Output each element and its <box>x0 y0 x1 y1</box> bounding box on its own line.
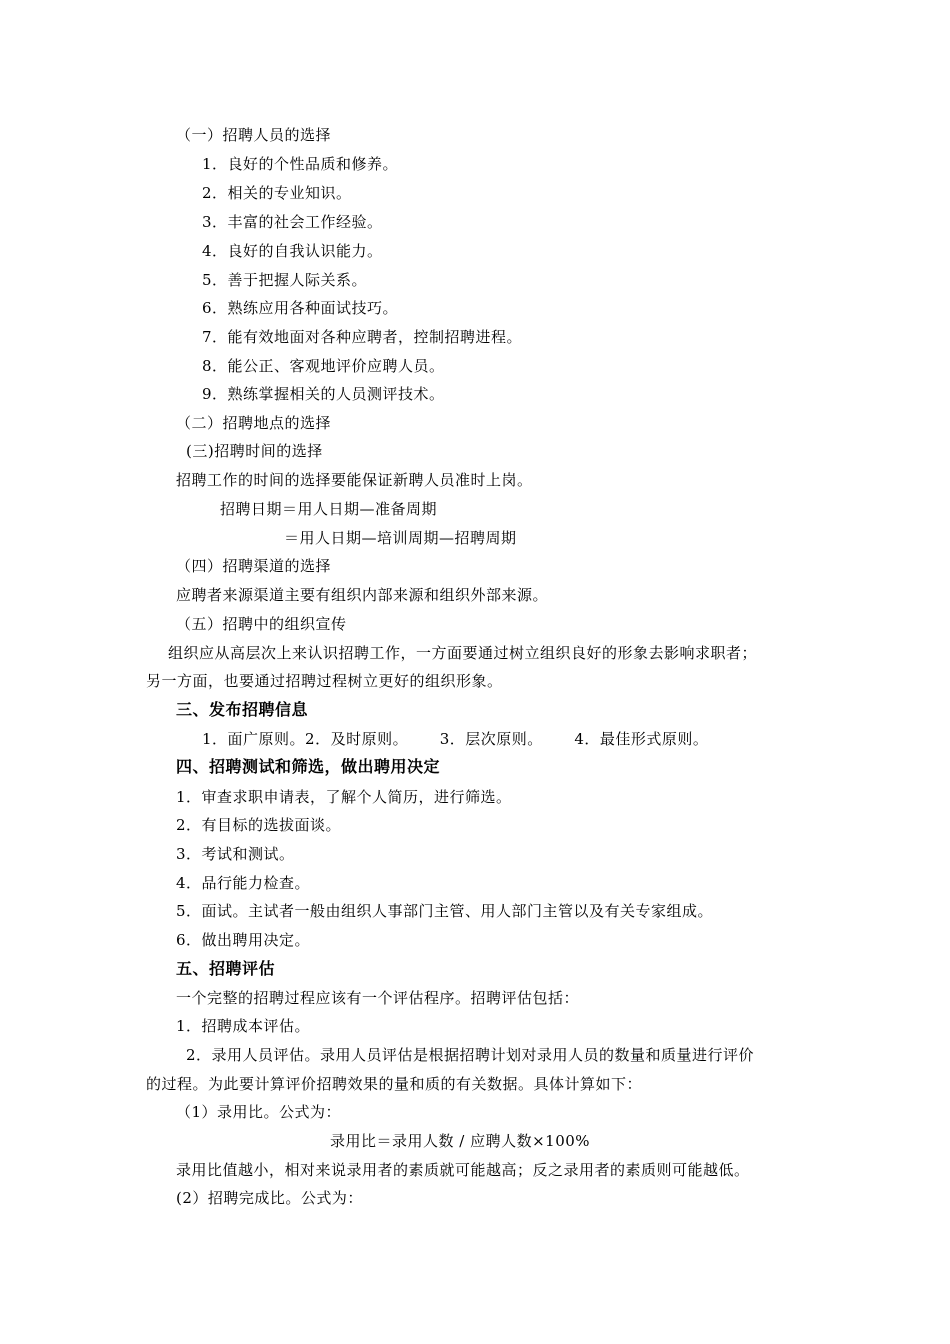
timing-formula-1: 招聘日期＝用人日期—准备周期 <box>220 500 438 518</box>
list-item: 9．熟练掌握相关的人员测评技术。 <box>202 385 445 403</box>
list-item: 8．能公正、客观地评价应聘人员。 <box>202 357 445 375</box>
section-4-heading: 四、招聘测试和筛选，做出聘用决定 <box>176 757 441 776</box>
list-item: 4．良好的自我认识能力。 <box>202 242 383 260</box>
list-item: 2．相关的专业知识。 <box>202 184 352 202</box>
timing-formula-2: ＝用人日期—培训周期—招聘周期 <box>284 529 517 547</box>
list-item: 2．有目标的选拔面谈。 <box>176 816 342 834</box>
timing-text: 招聘工作的时间的选择要能保证新聘人员准时上岗。 <box>176 471 533 489</box>
section-5-intro: 一个完整的招聘过程应该有一个评估程序。招聘评估包括： <box>176 989 580 1007</box>
publicity-line-2: 另一方面，也要通过招聘过程树立更好的组织形象。 <box>146 672 503 690</box>
section-5-item-2-line-2: 的过程。为此要计算评价招聘效果的量和质的有关数据。具体计算如下： <box>146 1075 643 1093</box>
list-item: 1．良好的个性品质和修养。 <box>202 155 399 173</box>
section-5-sub-1: （1）录用比。公式为： <box>176 1103 342 1121</box>
section-3-principles: 1．面广原则。2．及时原则。 3．层次原则。 4．最佳形式原则。 <box>202 730 709 748</box>
publicity-line-1: 组织应从高层次上来认识招聘工作，一方面要通过树立组织良好的形象去影响求职者； <box>168 644 758 662</box>
list-item: 6．做出聘用决定。 <box>176 931 311 949</box>
section-5-item-2-line-1: 2．录用人员评估。录用人员评估是根据招聘计划对录用人员的数量和质量进行评价 <box>186 1046 755 1064</box>
section-5-formula: 录用比＝录用人数 / 应聘人数×100% <box>330 1132 591 1150</box>
publicity-heading: （五）招聘中的组织宣传 <box>176 615 347 633</box>
list-item: 5．面试。主试者一般由组织人事部门主管、用人部门主管以及有关专家组成。 <box>176 902 714 920</box>
recruiters-heading: （一）招聘人员的选择 <box>176 126 332 144</box>
list-item: 4．品行能力检查。 <box>176 874 311 892</box>
list-item: 5．善于把握人际关系。 <box>202 271 368 289</box>
section-5-item-1: 1．招聘成本评估。 <box>176 1017 311 1035</box>
timing-heading: (三)招聘时间的选择 <box>186 442 323 460</box>
list-item: 3．丰富的社会工作经验。 <box>202 213 383 231</box>
list-item: 1．审查求职申请表，了解个人简历，进行筛选。 <box>176 788 512 806</box>
section-5-heading: 五、招聘评估 <box>176 959 276 978</box>
channels-heading: （四）招聘渠道的选择 <box>176 557 332 575</box>
list-item: 6．熟练应用各种面试技巧。 <box>202 299 399 317</box>
section-5-sub-2: (2）招聘完成比。公式为： <box>176 1189 363 1207</box>
section-5-explain: 录用比值越小，相对来说录用者的素质就可能越高；反之录用者的素质则可能越低。 <box>176 1161 750 1179</box>
location-heading: （二）招聘地点的选择 <box>176 414 332 432</box>
list-item: 7．能有效地面对各种应聘者，控制招聘进程。 <box>202 328 523 346</box>
channels-text: 应聘者来源渠道主要有组织内部来源和组织外部来源。 <box>176 586 549 604</box>
section-3-heading: 三、发布招聘信息 <box>176 700 309 719</box>
list-item: 3．考试和测试。 <box>176 845 295 863</box>
